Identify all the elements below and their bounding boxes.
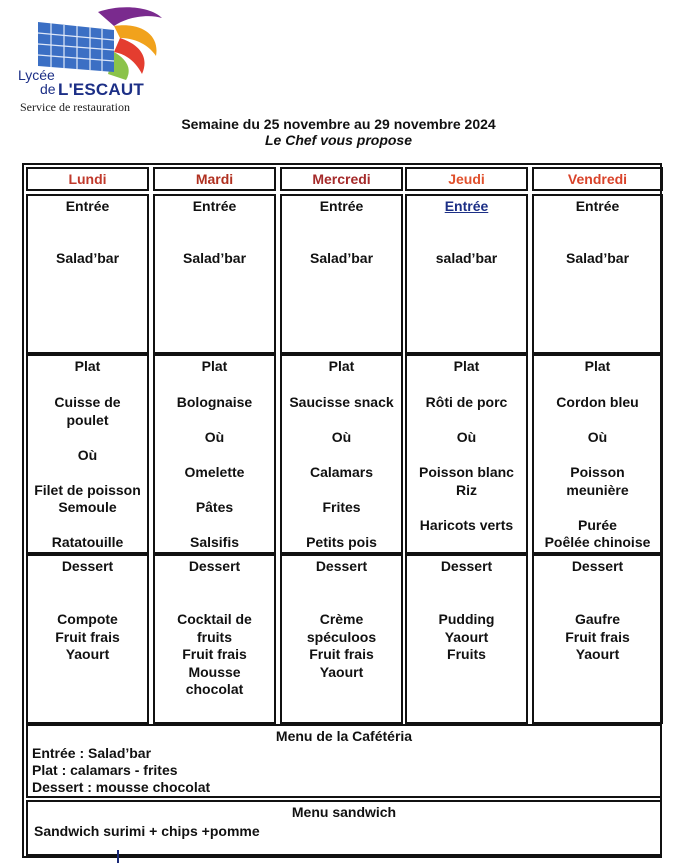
menu-item-line: poulet [66,411,109,428]
dessert-items [534,611,661,664]
menu-item-line: Cuisse de [54,394,121,410]
section-title-plat: Plat [328,358,355,374]
day-label: Vendredi [567,171,628,187]
menu-item-line [28,464,147,482]
menu-item-line [534,412,661,430]
menu-item-line: Cocktail de [177,611,252,627]
section-title-dessert: Dessert [571,558,624,574]
menu-item-line [282,412,401,430]
menu-item-line: Yaourt [65,646,110,662]
plat-cell-jeudi [405,354,528,554]
section-title-dessert: Dessert [188,558,241,574]
menu-item-line: Où [331,429,352,445]
entree-item: Salad’bar [182,250,247,266]
menu-item-line: Fruit frais [565,628,630,645]
plat-items [155,394,274,552]
plat-items [28,394,147,552]
entree-cell-mercredi [280,194,403,354]
plat-items [282,394,401,552]
menu-item-line: Pudding [438,611,495,627]
section-title-plat: Plat [584,358,611,374]
menu-item-line: Où [77,446,98,463]
cafeteria-plat: Plat : calamars - frites [32,762,178,778]
section-title-entree: Entrée [192,198,237,214]
menu-item-line: meunière [566,481,629,498]
dessert-items [28,611,147,664]
menu-item-line: Mousse [188,663,241,680]
day-label: Lundi [68,171,107,187]
menu-item-line [155,517,274,535]
entree-cell-jeudi [405,194,528,354]
day-label: Mercredi [312,171,371,187]
menu-item-line [155,482,274,500]
menu-item-line [407,534,526,552]
plat-items [534,394,661,552]
menu-item-line [282,482,401,500]
menu-item-line: Fruits [447,646,486,662]
pen-mark [117,850,119,863]
sandwich-line: Sandwich surimi + chips +pomme [34,823,260,839]
dessert-cell-mercredi [280,554,403,724]
menu-item-line: Gaufre [574,611,621,627]
logo-text-de: de [40,81,56,97]
section-title-plat: Plat [453,358,480,374]
menu-item-line: Purée [578,516,617,533]
menu-item-line [155,447,274,465]
week-title: Semaine du 25 novembre au 29 novembre 2024 [181,116,496,132]
menu-item-line: Haricots verts [419,516,514,533]
menu-item-line: Où [456,429,477,445]
plat-cell-vendredi [532,354,663,554]
entree-item: Salad’bar [55,250,120,266]
cafeteria-entree: Entrée : Salad’bar [32,745,152,761]
cafeteria-menu [26,724,662,798]
dessert-items [282,611,401,681]
sandwich-title: Menu sandwich [291,804,397,820]
plat-cell-lundi [26,354,149,554]
menu-item-line: Riz [456,481,477,498]
menu-item-line: Semoule [58,499,117,515]
menu-item-line [282,447,401,465]
menu-item-line: Saucisse snack [289,394,394,410]
menu-item-line: Pâtes [195,499,234,515]
menu-item-line: Filet de poisson [34,481,141,498]
chef-subtitle: Le Chef vous propose [264,132,413,148]
section-title-plat: Plat [201,358,228,374]
menu-item-line: Fruit frais [182,646,247,662]
menu-item-line [282,517,401,535]
menu-item-line: Où [204,429,225,445]
section-title-entree: Entrée [575,198,620,214]
menu-item-line [407,499,526,517]
dessert-cell-mardi [153,554,276,724]
section-title-entree: Entrée [65,198,110,214]
entree-item: salad’bar [435,250,498,266]
menu-item-line [155,412,274,430]
section-title-dessert: Dessert [315,558,368,574]
menu-item-line [534,447,661,465]
day-label: Mardi [195,171,234,187]
menu-item-line: Frites [322,499,361,515]
section-title-entree: Entrée [319,198,364,214]
entree-cell-lundi [26,194,149,354]
day-label: Jeudi [448,171,485,187]
menu-item-line [407,447,526,465]
menu-item-line [407,412,526,430]
menu-item-line: Petits pois [306,534,377,550]
sandwich-menu [26,800,662,856]
cafeteria-title: Menu de la Cafétéria [275,728,413,744]
menu-item-line [28,429,147,447]
entree-cell-vendredi [532,194,663,354]
menu-item-line: Poisson [570,464,625,480]
menu-item-line: Calamars [309,464,374,480]
menu-item-line: Fruit frais [309,646,374,662]
day-header-vendredi [532,167,663,191]
day-header-lundi [26,167,149,191]
logo-service-label: Service de restauration [20,100,130,114]
entree-item: Salad’bar [565,250,630,266]
day-header-mardi [153,167,276,191]
menu-item-line: Rôti de porc [425,394,508,410]
dessert-items [407,611,526,664]
menu-item-line: Omelette [184,464,245,480]
logo-text-escaut: L'ESCAUT [58,80,144,99]
dessert-items [155,611,274,699]
section-title-dessert: Dessert [440,558,493,574]
menu-item-line: Fruit frais [55,628,120,645]
cafeteria-dessert: Dessert : mousse chocolat [32,779,211,795]
logo-text-lycee: Lycée [18,67,55,83]
menu-item-line: spéculoos [306,628,377,645]
menu-item-line: Cordon bleu [556,394,639,410]
menu-item-line [534,499,661,517]
menu-item-line: fruits [197,628,232,645]
plat-cell-mercredi [280,354,403,554]
menu-item-line: Yaourt [444,628,489,645]
plat-cell-mardi [153,354,276,554]
menu-item-line: Crème [319,611,364,627]
menu-item-line: Bolognaise [176,394,253,410]
plat-items [407,394,526,552]
menu-item-line: Yaourt [319,663,364,680]
entree-item: Salad’bar [309,250,374,266]
section-title-plat: Plat [74,358,101,374]
section-title-entree: Entrée [444,198,489,214]
menu-item-line: Poisson blanc [419,464,514,480]
day-header-mercredi [280,167,403,191]
school-logo [10,4,170,112]
dessert-cell-jeudi [405,554,528,724]
menu-item-line: Yaourt [575,646,620,662]
entree-cell-mardi [153,194,276,354]
menu-item-line: Ratatouille [51,534,124,550]
menu-item-line: Compote [57,611,118,627]
dessert-cell-lundi [26,554,149,724]
menu-item-line: chocolat [185,681,244,697]
day-header-jeudi [405,167,528,191]
menu-item-line: Salsifis [189,534,240,550]
menu-item-line: Où [587,429,608,445]
menu-item-line: Poêlée chinoise [544,534,651,550]
section-title-dessert: Dessert [61,558,114,574]
menu-item-line [28,517,147,535]
dessert-cell-vendredi [532,554,663,724]
